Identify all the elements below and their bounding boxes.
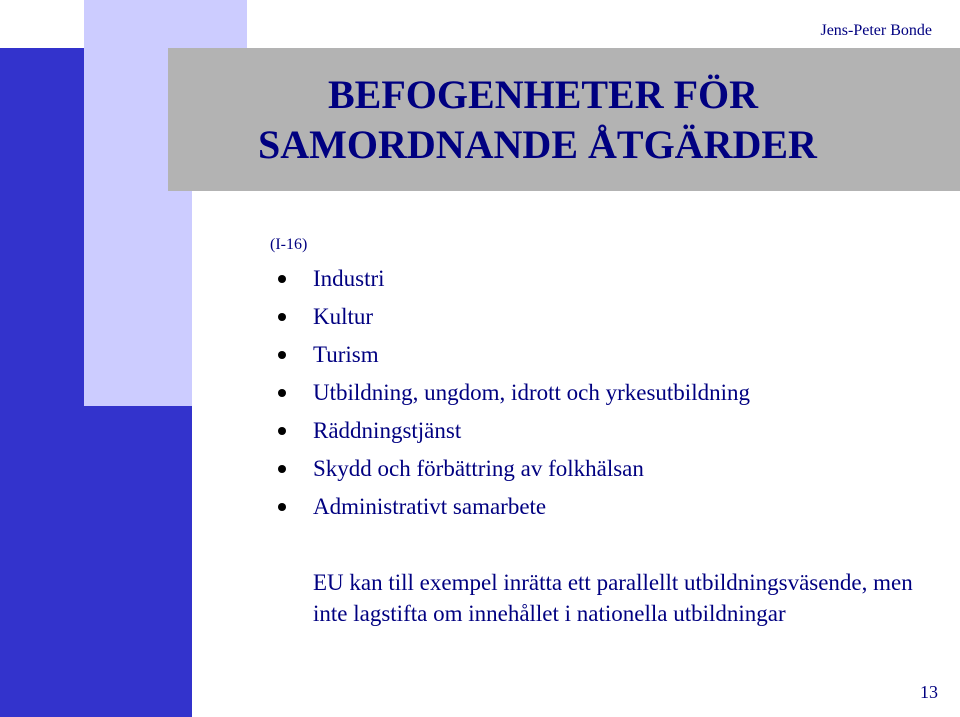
slide-title-line-1: BEFOGENHETER FÖR: [328, 72, 759, 117]
bullet-icon: [278, 503, 286, 511]
bullet-icon: [278, 427, 286, 435]
slide-title-line-2: SAMORDNANDE ÅTGÄRDER: [258, 122, 817, 167]
list-item-text: Administrativt samarbete: [313, 494, 547, 519]
list-item-text: Kultur: [313, 304, 374, 329]
bullet-icon: [278, 313, 286, 321]
bullet-list: [272, 260, 750, 526]
note-paragraph: EU kan till exempel inrätta ett parallellt utbildningsväsende, men inte lagstifta om innehållet i nationella utbildningar: [313, 570, 913, 626]
bullet-icon: [278, 275, 286, 283]
list-item-text: Utbildning, ungdom, idrott och yrkesutbildning: [313, 380, 750, 405]
list-item: [272, 336, 750, 374]
list-item-text: Industri: [313, 266, 385, 291]
page-number: 13: [920, 682, 938, 702]
list-item: [272, 488, 750, 526]
list-item: [272, 450, 750, 488]
bullet-icon: [278, 351, 286, 359]
list-item: [272, 260, 750, 298]
list-item: [272, 374, 750, 412]
list-item-text: Skydd och förbättring av folkhälsan: [313, 456, 644, 481]
list-item: [272, 298, 750, 336]
slide-title: [258, 70, 817, 170]
list-item-text: Turism: [313, 342, 379, 367]
list-item-text: Räddningstjänst: [313, 418, 462, 443]
bullet-icon: [278, 389, 286, 397]
author-name: Jens-Peter Bonde: [820, 22, 932, 39]
reference-code: (I-16): [270, 236, 308, 253]
list-item: [272, 412, 750, 450]
bullet-icon: [278, 465, 286, 473]
